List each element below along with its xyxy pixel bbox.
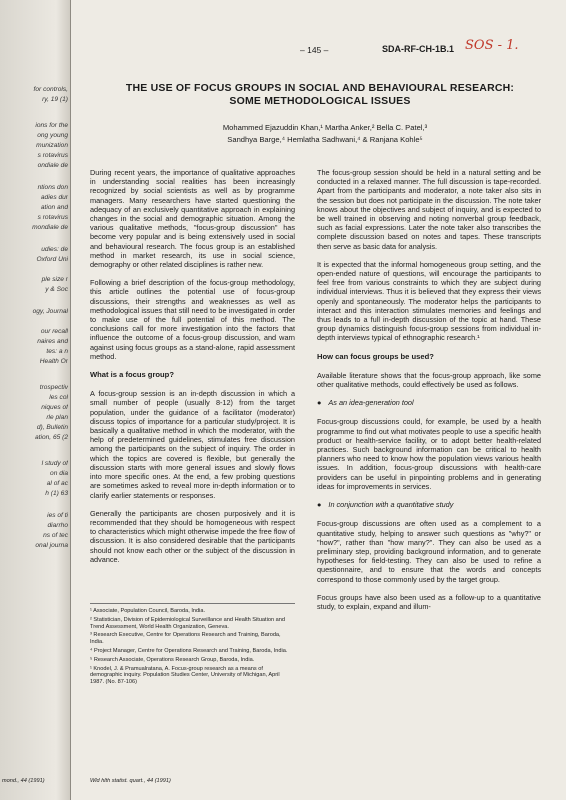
footnote: ⁴ Project Manager, Centre for Operations Research and Training, Baroda, India. xyxy=(90,647,288,654)
adjacent-page-text-fragment: udies: de xyxy=(41,246,68,253)
adjacent-page-citation: mond., 44 (1991) xyxy=(2,778,45,784)
article-authors xyxy=(130,122,520,146)
adjacent-page-text-fragment: for controls, xyxy=(33,86,68,93)
adjacent-page-text-fragment: ry, 19 (1) xyxy=(42,96,68,103)
intro-paragraph: During recent years, the importance of qualitative approaches in understanding social realities has been increasingly recognized by social scientists as well as by programme managers. Many researchers have started questioning the adequacy of an exclusively quantitative approach in explaining changes in the social and demographic situation. Among the various qualitative methods, "focus-group discussion" has become very popular and is being extensively used in social and behavioural research. The focus group is an established method in market research, its use in social science, demography or other related disciplines is rather new. xyxy=(90,168,295,270)
footnote: ¹ Knodel, J. & Pramualratana, A. Focus-group research as a means of demographic inquiry. Population Studies Center, University of Michigan, April 1987. (No. 87-106) xyxy=(90,665,280,686)
adjacent-page-text-fragment: ns of tec xyxy=(43,532,68,539)
handwritten-annotation: SOS - 1. xyxy=(465,38,519,53)
section-heading-how-used: How can focus groups be used? xyxy=(317,351,434,361)
bullet-icon: ● xyxy=(317,500,322,510)
adjacent-page-text-fragment: rle plan xyxy=(46,414,68,421)
adjacent-page-text-fragment: onal journa xyxy=(35,542,68,549)
adjacent-page-text-fragment: ple size r xyxy=(41,276,68,283)
footnote: ² Statistician, Division of Epidemiological Surveillance and Health Situation and Trend Assessment, World Health Organization, Geneva. xyxy=(90,616,285,630)
uses-intro-paragraph: Available literature shows that the focus-group approach, like some other qualitative methods, could effectively be used as follows. xyxy=(317,370,541,390)
adjacent-page-margin xyxy=(0,0,70,800)
section-heading-what-is: What is a focus group? xyxy=(90,370,174,380)
footnote: ⁵ Research Associate, Operations Research Group, Baroda, India. xyxy=(90,656,255,663)
authors-line-1: Mohammed Ejazuddin Khan,¹ Martha Anker,² Bella C. Patel,³ xyxy=(222,123,428,132)
adjacent-page-text-fragment: ong young xyxy=(37,132,68,139)
adjacent-page-text-fragment: mondiale de xyxy=(32,224,68,231)
page-number: – 145 – xyxy=(300,45,329,55)
adjacent-page-text-fragment: niques of xyxy=(41,404,68,411)
footnote: ¹ Associate, Population Council, Baroda, India. xyxy=(90,608,206,614)
right-column xyxy=(317,168,541,620)
adjacent-page-text-fragment: y & Soc xyxy=(45,286,68,293)
adjacent-page-text-fragment: h (1) 63 xyxy=(45,490,68,497)
adjacent-page-text-fragment: naires and xyxy=(37,338,68,345)
document-code: SDA-RF-CH-1B.1 xyxy=(382,44,454,54)
dynamics-paragraph: It is expected that the informal homogeneous group setting, and the open-ended nature of questions, will encourage the participants to feel free from various constraints to which they are subject during individual interviews. Thus it is believed that they express their views openly and spontaneously. The moderator helps the participants to interact and this interaction stimulates memories and feelings and thus leads to a full in-depth discussion of the topic at hand. These group dynamics distinguish focus-group sessions from individual in-depth interviews typical of ethnographic research.¹ xyxy=(317,259,541,343)
bullet-idea-generation xyxy=(317,398,541,407)
adjacent-page-text-fragment: l study of xyxy=(41,460,68,467)
adjacent-page-text-fragment: trospectiv xyxy=(39,384,68,391)
footnote: ³ Research Executive, Centre for Operations Research and Training, Baroda, India. xyxy=(90,632,281,646)
adjacent-page-text-fragment: s rotavirus xyxy=(37,214,68,221)
title-line-1: THE USE OF FOCUS GROUPS IN SOCIAL AND BEHAVIOURAL RESEARCH: xyxy=(125,82,515,94)
footnote-separator xyxy=(90,603,295,604)
idea-generation-paragraph: Focus-group discussions could, for example, be used by a health programme to find out what motivates people to use a specific health product or health-service facility, or to adopt better health-related practices. Such background information can be critical to health planners who need to know how the population views various health issues. In addition, focus-group discussions with health-care providers can be useful in pinpointing problems and in generating ideas for improvements in services. xyxy=(317,417,541,491)
participants-paragraph: Generally the participants are chosen purposively and it is recommended that they should be homogeneous with respect to characteristics which might otherwise impede the free flow of discussion. It is also considered desirable that the participants should not know each other or the subject of the discussion in advance. xyxy=(90,508,295,564)
bullet-icon: ● xyxy=(317,398,322,408)
adjacent-page-text-fragment: al of ac xyxy=(46,480,68,487)
bullet-label: As an idea-generation tool xyxy=(328,398,414,408)
bullet-quantitative xyxy=(317,500,541,509)
adjacent-page-text-fragment: Health Or xyxy=(39,358,68,365)
title-line-2: SOME METHODOLOGICAL ISSUES xyxy=(229,94,411,107)
adjacent-page-text-fragment: les col xyxy=(49,394,68,401)
authors-line-2: Sandhya Barge,⁴ Hemlatha Sadhwani,⁴ & Ranjana Kohle⁵ xyxy=(227,135,423,144)
adjacent-page-text-fragment: ogy, Journal xyxy=(32,308,68,315)
adjacent-page-text-fragment: ation and xyxy=(40,204,68,211)
adjacent-page-text-fragment: s rotavirus xyxy=(37,152,68,159)
adjacent-page-text-fragment: adies dur xyxy=(40,194,68,201)
adjacent-page-text-fragment: d), Bulletin xyxy=(36,424,68,431)
left-column xyxy=(90,168,295,573)
summary-paragraph: Following a brief description of the focus-group methodology, this article outlines the potential use of focus-group discussions, their strengths and weaknesses as well as methodological issues that still need to be investigated in order to make use of the full potential of this method. The conclusions call for more investigation into the factors that influence the outcome of a focus-group discussion, and warn against using focus groups as a stand-alone, rapid assessment method. xyxy=(90,278,295,361)
adjacent-page-text-fragment: on dia xyxy=(50,470,68,477)
definition-paragraph: A focus-group session is an in-depth discussion in which a small number of people (usually 8-12) from the target population, under the guidance of a facilitator (moderator) discuss topics of importance for a particular study/project. It is basically a qualitative method in which the moderator, with the help of predetermined guidelines, stimulates free discussion among the participants on the subject of inquiry. The order in which the topics are covered is flexible, but generally the discussion starts with more general issues and slowly flows into more specific ones. At the end, a few probing questions are sometimes asked to reveal more in-depth information or to clarify earlier statements or responses. xyxy=(90,389,295,500)
adjacent-page-text-fragment: diarrho xyxy=(47,522,68,529)
adjacent-page-text-fragment: munization xyxy=(36,142,68,149)
article-title xyxy=(110,82,530,107)
adjacent-page-text-fragment: Oxford Uni xyxy=(36,256,68,263)
page-gutter-line xyxy=(70,0,71,800)
footnotes xyxy=(90,608,295,688)
adjacent-page-text-fragment: our recall xyxy=(40,328,68,335)
adjacent-page-text-fragment: tes: a n xyxy=(46,348,68,355)
journal-citation: Wld hlth statist. quart., 44 (1991) xyxy=(90,778,171,784)
quantitative-paragraph: Focus-group discussions are often used as a complement to a quantitative study, helping to answer such questions as "why?" or "how?", rather than "how many?". They can also be used as a preliminary step, providing background information, and to generate hypotheses for field-testing. They can also be used to refine a questionnaire, and to ensure that the words and concepts correspond to those commonly used by the target group. xyxy=(317,519,541,584)
followup-paragraph: Focus groups have also been used as a follow-up to a quantitative study, to explain, expand and illum- xyxy=(317,592,541,611)
adjacent-page-text-fragment: ies of ti xyxy=(47,512,68,519)
session-paragraph: The focus-group session should be held in a natural setting and be conducted in a relaxed manner. The full discussion is tape-recorded. Apart from the participants and moderator, a note taker also sits in the session but does not participate in the discussion. The note taker knows about the objectives and subject of inquiry, and is expected to be well trained in observing and noting nonverbal group feedback, such as facial expressions. Later the note taker also transcribes the complete discussion based on notes and tapes. These transcripts then serve as basic data for analysis. xyxy=(317,168,541,251)
adjacent-page-text-fragment: ntions don xyxy=(37,184,68,191)
adjacent-page-text-fragment: ions for the xyxy=(35,122,68,129)
adjacent-page-text-fragment: ondiale de xyxy=(37,162,68,169)
bullet-label: In conjunction with a quantitative study xyxy=(328,500,454,510)
adjacent-page-text-fragment: ation, 65 (2 xyxy=(35,434,68,441)
